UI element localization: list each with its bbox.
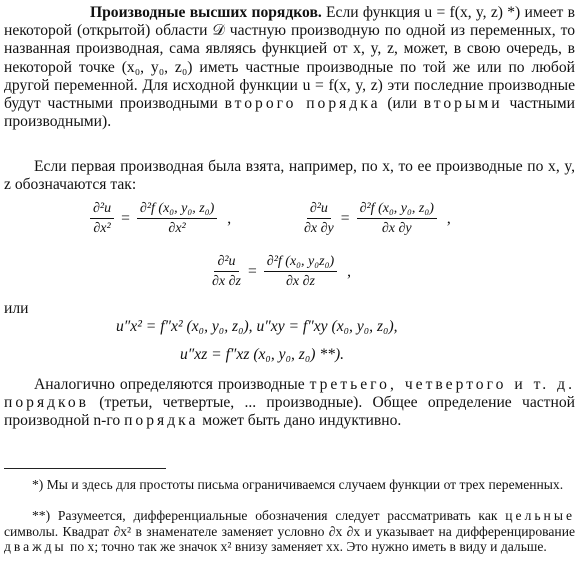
spaced-term-twice: дважды <box>4 539 67 555</box>
paragraph-3: Аналогично определяются производные третьего, четвертого и т. д. порядков (третьи, четвертые, ... производные). Общее определение частной производной n-го порядка может быть дано индуктивно. <box>4 376 575 430</box>
equation-4: u″x² = f″x² (x₀, y₀, z₀), u″xy = f″xy (x₀, y₀, z₀), <box>116 318 398 335</box>
spaced-term-second-order: второго порядка <box>224 95 381 113</box>
paragraph-1-text: Если функция u = f(x, y, z) *) имеет в некоторой (открытой) области 𝒟 частную производную по одной из переменных, то названная производная, сама являясь функцией от x, y, z, может, в свою очередь, в некоторой точке (x₀, y₀, z₀) иметь частные производные по той же или по любой другой переменной. Для исходной функции u = f(x, y, z) эти последние производные будут частными производными <box>4 4 575 113</box>
eq1-rhs: $\frac{\text{∂²f (x₀, y₀, z₀)}}{\text{∂x²}}$ <box>137 200 217 237</box>
eq2-lhs: $\frac{\text{∂²u}}{\partial x \partial y}$ <box>304 201 334 236</box>
equation-3: $\frac{\text{∂²u}}{\partial x \partial z}$ = $\frac{\text{∂²f (x₀, y₀z₀)}}{\partial x \partial z}$ , <box>212 254 352 289</box>
eq1-lhs: $\frac{\text{∂²u}}{\text{∂x²}}$ <box>90 200 114 237</box>
spaced-term-third-fourth: третьего, четвертого и т. д. порядков <box>4 376 575 412</box>
spaced-term-order: порядка <box>124 412 199 430</box>
paragraph-1 <box>4 4 575 131</box>
equation-5: u″xz = f″xz (x₀, y₀, z₀) **). <box>180 346 345 363</box>
eq3-rhs: $\frac{\text{∂²f (x₀, y₀z₀)}}{\partial x \partial z}$ <box>264 253 337 290</box>
paragraph-2: Если первая производная была взята, например, по x, то ее производные по x, y, z обозначаются так: <box>4 158 575 194</box>
footnote-2: **) Разумеется, дифференциальные обозначения следует рассматривать как цельные символы. Квадрат ∂x² в знаменателе заменяет условно ∂x ∂x и указывает на дифференцирование дважды по x; точно так же значок x² внизу заменяет xx. Это нужно иметь в виду и дальше. <box>4 508 575 555</box>
eq2-rhs: $\frac{\text{∂²f (x₀, y₀, z₀)}}{\partial x \partial y}$ <box>357 200 437 237</box>
footnote-divider <box>4 468 166 469</box>
spaced-term-second: вторыми <box>423 95 503 113</box>
equation-2: $\frac{\text{∂²u}}{\partial x \partial y}$ = $\frac{\text{∂²f (x₀, y₀, z₀)}}{\partial x \partial y}$ , <box>304 201 451 236</box>
paragraph-1-mid: (или <box>387 95 417 113</box>
eq3-lhs: $\frac{\text{∂²u}}{\partial x \partial z}$ <box>212 254 241 289</box>
spaced-term-whole: цельные <box>505 508 575 523</box>
footnote-1: *) Мы и здесь для простоты письма ограничиваемся случаем функции от трех переменных. <box>32 477 564 492</box>
or-word: или <box>4 300 29 317</box>
section-heading: Производные высших порядков. <box>90 4 322 21</box>
paragraph-1-end: частными производными). <box>4 95 575 131</box>
equation-1: $\frac{\text{∂²u}}{\text{∂x²}}$ = $\frac{\text{∂²f (x₀, y₀, z₀)}}{\text{∂x²}}$ , <box>86 200 231 237</box>
